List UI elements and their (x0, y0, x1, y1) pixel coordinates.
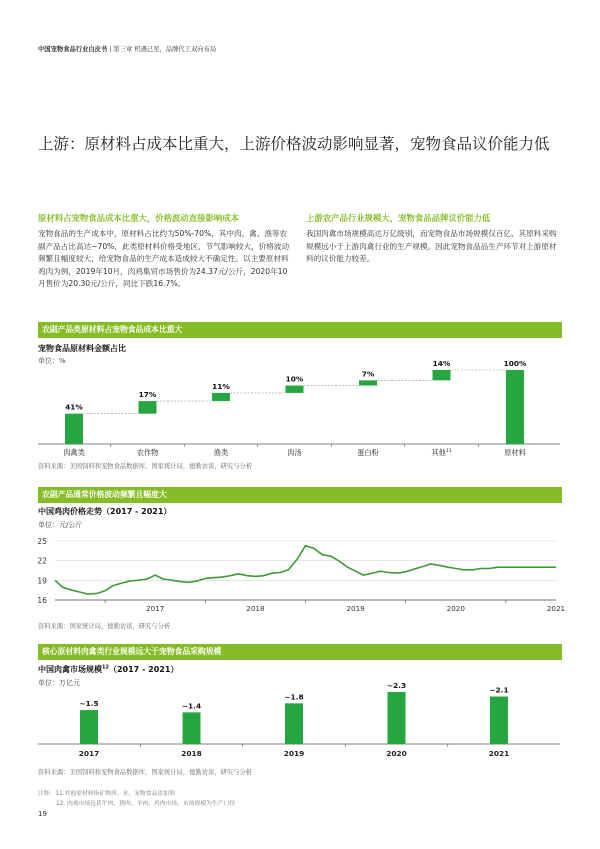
section3-chart-title-footnote: 12 (102, 664, 109, 671)
section1-unit: 单位：% (38, 357, 66, 365)
right-column-heading: 上游农产品行业规模大，宠物食品品牌议价能力低 (306, 213, 491, 223)
section1-chart-title: 宠物食品原材料金额占比 (38, 344, 126, 353)
category-label: 2017 (78, 749, 100, 758)
left-column-body: 宠物食品的生产成本中，原材料占比约为50%-70%，其中肉、禽、渔等农副产品占比高达~70%，此类原材料价格受地区、节气影响较大，价格波动频繁且幅度较大，给宠物食品的生产成本造成较大不确定性。以主要原材料鸡肉为例，2019年10月，肉鸡集贸市场售价为24.37元/公斤，2020年10月售价为20.30元/公斤，同比下跌16.7%。 (38, 229, 290, 289)
section1-source: 资料来源：美国饲料和宠物食品数据库，国家统计局，德勤访谈，研究与分析 (38, 463, 253, 470)
category-label: 农作物 (136, 448, 159, 457)
category-label: 肉禽类 (63, 448, 85, 457)
header-separator: | (109, 46, 112, 53)
category-footnote: 11 (445, 449, 452, 454)
data-label: 41% (65, 402, 83, 412)
data-label: 10% (285, 374, 304, 384)
category-label: 2021 (488, 749, 510, 758)
left-column-heading: 原材料占宠物食品成本比重大，价格波动直接影响成本 (38, 213, 239, 223)
x-tick-label: 2017 (146, 604, 165, 613)
right-column-body: 我国肉禽市场规模高达万亿级别，而宠物食品市场规模仅百亿，其原料采购规模远小于上游肉禽行业的生产规模。因此宠物食品品生产环节对上游原材料的议价能力较差。 (306, 229, 557, 264)
category-label: 原材料 (504, 448, 526, 457)
category-label: 蛋白粉 (357, 448, 379, 457)
book-title: 中国宠物食品行业白皮书 (38, 46, 108, 53)
data-label: ~2.3 (386, 681, 407, 690)
section3-source: 资料来源：美国饲料和宠物食品数据库，国家统计局，德勤访谈，研究与分析 (38, 769, 253, 776)
category-label: 渔类 (213, 448, 229, 457)
data-label: ~1.5 (79, 699, 99, 709)
section2-source: 资料来源：国家统计局，德勤访谈，研究与分析 (38, 623, 171, 630)
data-label: 17% (138, 390, 157, 400)
section2-chart-title: 中国鸡肉价格走势（2017 - 2021） (38, 507, 172, 516)
data-label: 14% (432, 359, 451, 368)
page-title: 上游：原材料占成本比重大，上游价格波动影响显著，宠物食品议价能力低 (38, 135, 550, 153)
x-tick-label: 2019 (346, 604, 365, 613)
data-label: 11% (212, 381, 230, 391)
y-tick-label: 16 (37, 596, 47, 605)
category-label: 2020 (386, 749, 407, 758)
section2-banner: 农副产品通常价格波动频繁且幅度大 (38, 487, 562, 503)
section3-chart-title-years: （2017 - 2021） (108, 665, 179, 674)
y-tick-label: 25 (37, 537, 47, 546)
footnote-1: 注释：11.其他原材料指矿物质、水、宠物食品添加剂 (38, 791, 175, 797)
bar-2021 (490, 697, 508, 744)
section1-banner: 农副产品类原材料占宠物食品成本比重大 (38, 322, 562, 338)
data-label: ~1.4 (181, 701, 202, 711)
x-tick-label: 2018 (246, 604, 265, 613)
y-tick-label: 19 (37, 576, 47, 586)
category-label: 2018 (181, 749, 202, 758)
bar-2019 (285, 703, 303, 744)
x-tick-label: 2020 (446, 604, 465, 613)
category-label: 肉汤 (287, 448, 302, 457)
bar-2020 (388, 692, 406, 744)
data-label: 100% (503, 359, 527, 368)
category-label: 2019 (283, 749, 305, 758)
section2-unit: 单位：元/公斤 (38, 521, 83, 529)
data-label: ~2.1 (489, 685, 509, 695)
footnote-2: 12. 肉禽市场包括牛肉、猪肉、羊肉、鸡肉市场，市场规模为生产口径 (56, 801, 236, 807)
bar-2018 (183, 712, 201, 744)
section3-banner: 核心原材料肉禽类行业规模远大于宠物食品采购规模 (38, 644, 562, 660)
section3-chart-title-text: 中国肉禽市场规模 (38, 665, 102, 674)
page-number: 19 (38, 810, 47, 818)
data-label: 7% (361, 369, 375, 379)
data-label: ~1.8 (284, 692, 304, 702)
category-label: 其他$^{11}$ (431, 448, 452, 457)
section3-unit: 单位：万亿元 (38, 679, 80, 687)
chapter-title: 第三章 机遇已至，品牌代工双向布局 (113, 46, 217, 53)
x-tick-label: 2021 (546, 604, 566, 613)
y-tick-label: 22 (37, 556, 47, 566)
bar-2017 (80, 710, 98, 744)
